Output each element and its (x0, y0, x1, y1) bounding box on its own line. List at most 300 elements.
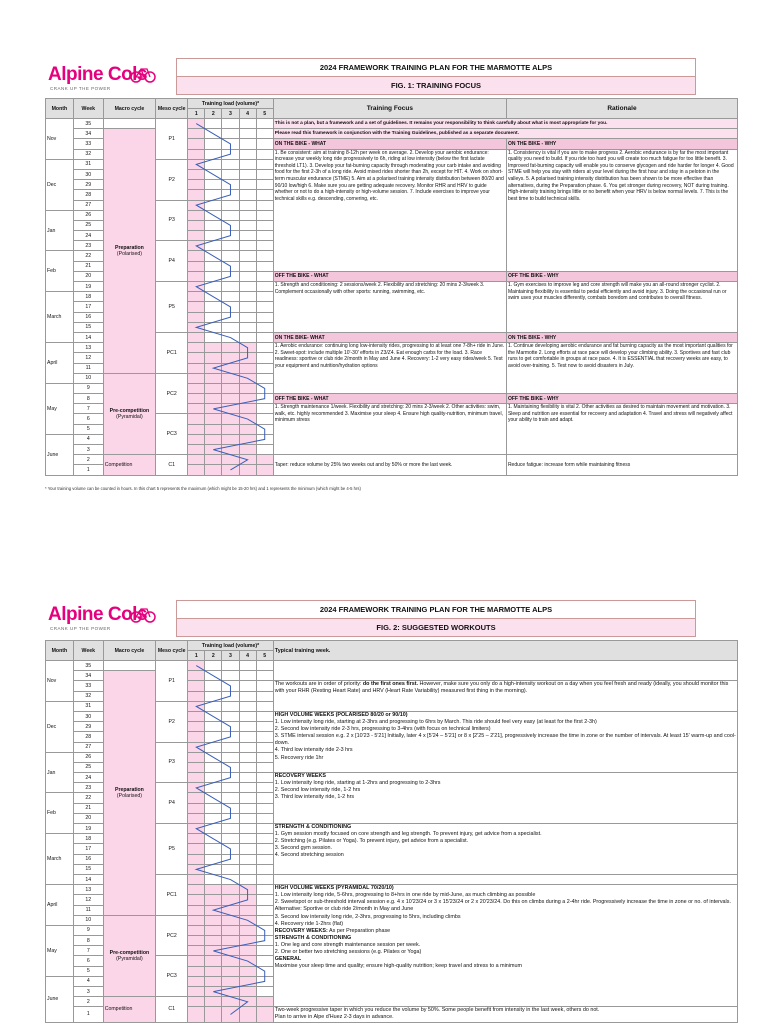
load-cell (222, 803, 239, 813)
week-cell: 24 (73, 773, 103, 783)
precomp-block (273, 885, 737, 1007)
week-cell: 26 (73, 210, 103, 220)
load-cell (239, 854, 256, 864)
load-cell (205, 424, 222, 434)
week-cell: 24 (73, 231, 103, 241)
load-cell (222, 711, 239, 721)
load-cell (222, 946, 239, 956)
week-cell: 12 (73, 895, 103, 905)
month-cell: Jan (46, 210, 74, 251)
load-cell (256, 231, 273, 241)
load-cell (222, 793, 239, 803)
meso-cell: P3 (156, 742, 188, 783)
load-cell (222, 915, 239, 925)
macro-precompetition (103, 915, 155, 997)
typical-week-header: Typical training week. (273, 641, 737, 661)
week-cell: 2 (73, 997, 103, 1007)
sec4-what: OFF THE BIKE - WHAT (273, 394, 506, 404)
load-cell (188, 711, 205, 721)
load-cell (188, 1007, 205, 1022)
load-cell (188, 661, 205, 671)
load-cell (239, 292, 256, 302)
month-cell: June (46, 434, 74, 475)
sec2-what: OFF THE BIKE - WHAT (273, 271, 506, 281)
load-cell (256, 915, 273, 925)
load-cell (222, 445, 239, 455)
load-cell (188, 343, 205, 353)
load-cell (256, 762, 273, 772)
load-cell (222, 312, 239, 322)
load-cell (256, 373, 273, 383)
macro-cell (103, 661, 155, 671)
col-load: Training load (volume)* (188, 641, 274, 651)
load-cell (256, 322, 273, 332)
load-cell (222, 149, 239, 159)
week-cell: 30 (73, 169, 103, 179)
load-cell (205, 783, 222, 793)
load-cell (188, 414, 205, 424)
sec4-rationale: 1. Maintaining flexibility is vital 2. Other activities as desired to maintain movement and motivation. 3. Sleep and nutrition are essential for recovery and adaptation 4. Travel and stress will negatively affect your ability to train and adapt. (506, 404, 737, 455)
load-cell (205, 834, 222, 844)
load-cell (205, 742, 222, 752)
load-cell (188, 251, 205, 261)
fig1-subtitle: FIG. 1: TRAINING FOCUS (391, 81, 481, 90)
load-cell (239, 373, 256, 383)
meso-cell: PC3 (156, 956, 188, 997)
load-cell (256, 966, 273, 976)
month-cell: Nov (46, 661, 74, 702)
meso-cell: P4 (156, 783, 188, 824)
load-col-4: 4 (239, 651, 256, 661)
load-cell (205, 824, 222, 834)
load-cell (222, 874, 239, 884)
load-cell (205, 180, 222, 190)
load-cell (188, 332, 205, 342)
load-cell (222, 844, 239, 854)
load-cell (188, 936, 205, 946)
load-cell (188, 404, 205, 414)
load-cell (239, 363, 256, 373)
week-cell: 6 (73, 956, 103, 966)
load-cell (239, 159, 256, 169)
load-cell (222, 159, 239, 169)
load-cell (256, 363, 273, 373)
load-cell (239, 394, 256, 404)
gen-body: Maximise your sleep time and quality; ensure high-quality nutrition; keep travel and stress to a minimum (274, 963, 522, 970)
load-cell (256, 905, 273, 915)
meso-cell: PC1 (156, 874, 188, 915)
macro-competition: Competition (103, 455, 155, 475)
load-cell (256, 271, 273, 281)
load-cell (256, 424, 273, 434)
load-cell (239, 445, 256, 455)
load-cell (188, 732, 205, 742)
load-cell (256, 752, 273, 762)
load-cell (256, 987, 273, 997)
week-cell: 35 (73, 661, 103, 671)
week-cell: 13 (73, 885, 103, 895)
load-cell (256, 292, 273, 302)
month-cell: Nov (46, 119, 74, 160)
load-cell (239, 129, 256, 139)
load-cell (239, 864, 256, 874)
load-cell (188, 445, 205, 455)
week-cell: 22 (73, 793, 103, 803)
load-cell (188, 854, 205, 864)
fig1-title-box (176, 58, 696, 95)
load-cell (205, 661, 222, 671)
load-cell (256, 864, 273, 874)
week-cell: 21 (73, 261, 103, 271)
load-cell (205, 231, 222, 241)
load-cell (222, 241, 239, 251)
load-cell (205, 455, 222, 465)
load-cell (239, 803, 256, 813)
week-cell: 29 (73, 180, 103, 190)
load-cell (205, 793, 222, 803)
month-cell: May (46, 925, 74, 976)
macro-pre-sub: (Pyramidal) (116, 413, 143, 420)
load-cell (188, 322, 205, 332)
load-cell (256, 895, 273, 905)
load-cell (188, 302, 205, 312)
col-load: Training load (volume)* (188, 99, 274, 109)
load-cell (256, 169, 273, 179)
week-cell: 10 (73, 373, 103, 383)
load-cell (222, 864, 239, 874)
load-col-5: 5 (256, 651, 273, 661)
load-cell (222, 139, 239, 149)
month-cell: Feb (46, 793, 74, 834)
load-cell (239, 169, 256, 179)
week-cell: 34 (73, 129, 103, 139)
week-cell: 27 (73, 742, 103, 752)
brand-tagline: CRANK UP THE POWER (50, 86, 111, 91)
week-cell: 28 (73, 190, 103, 200)
week-cell: 14 (73, 332, 103, 342)
hv-body: 1. Low intensity long ride, starting at 2-3hrs and progressing to 6hrs by March. This ride should feel very easy (at least for the first 2-3h) 2. Second low intensity ride 2-3 hrs, progressing to 3-4hrs (with focus on technical limiters) 3. STME interval session e.g. 2 x [10'23 - 5'21] Initially, later 4 x [5'24 – 5'21] or 8 x [2'25 – 2'21], progressively increase the time in zone or the number of intervals. At least 15' warm-up and cool-down. 4. Third low intensity ride 2-3 hrs 5. Recovery ride 1hr (274, 719, 736, 761)
load-cell (239, 210, 256, 220)
load-cell (239, 834, 256, 844)
load-cell (222, 343, 239, 353)
load-cell (205, 373, 222, 383)
fig1-footnote: * Your training volume can be counted in hours. In this chart 5 represents the maximum (which might be 15-20 hrs) and 1 represents the minimum (which might be 4-5 hrs) (45, 486, 361, 491)
load-cell (239, 691, 256, 701)
bicycle-icon (130, 604, 156, 624)
load-cell (222, 966, 239, 976)
load-cell (256, 803, 273, 813)
load-cell (239, 241, 256, 251)
load-cell (222, 773, 239, 783)
load-cell (222, 169, 239, 179)
load-cell (205, 925, 222, 935)
week-cell: 1 (73, 1007, 103, 1022)
load-cell (222, 282, 239, 292)
week-cell: 12 (73, 353, 103, 363)
load-cell (256, 445, 273, 455)
load-cell (222, 701, 239, 711)
load-cell (222, 394, 239, 404)
load-cell (239, 895, 256, 905)
load-cell (239, 251, 256, 261)
week-cell: 4 (73, 976, 103, 986)
meso-cell: P4 (156, 241, 188, 282)
macro-cell (103, 119, 155, 129)
brand-name-part1: Alpine (48, 64, 104, 85)
col-focus: Training Focus (273, 99, 506, 119)
load-cell (222, 363, 239, 373)
load-cell (188, 773, 205, 783)
week-cell: 3 (73, 445, 103, 455)
taper-block (273, 1007, 737, 1022)
week-cell: 8 (73, 394, 103, 404)
load-col-4: 4 (239, 109, 256, 119)
load-cell (205, 762, 222, 772)
month-cell: May (46, 383, 74, 434)
load-cell (256, 742, 273, 752)
load-cell (239, 732, 256, 742)
meso-cell: P1 (156, 119, 188, 160)
load-cell (222, 722, 239, 732)
load-cell (188, 691, 205, 701)
month-cell: Dec (46, 701, 74, 752)
week-cell: 18 (73, 834, 103, 844)
load-cell (188, 895, 205, 905)
load-cell (188, 915, 205, 925)
table-row (46, 129, 738, 139)
load-cell (222, 302, 239, 312)
brand-logo-2 (48, 604, 178, 638)
load-cell (256, 159, 273, 169)
load-cell (205, 282, 222, 292)
week-cell: 6 (73, 414, 103, 424)
load-cell (222, 752, 239, 762)
week-cell: 23 (73, 783, 103, 793)
fig2-title-box (176, 600, 696, 637)
priority-text-2: However, make sure you only do a high-intensity workout on a day when you feel fresh and ready (ideally, you should monitor this with your RHR (Resting Heart Rate) and HRV (Heart Rate Variability) measured first thing in the morning). (274, 681, 729, 695)
sec2-rationale: 1. Gym exercises to improve leg and core strength will make you an all-round stronger cyclist. 2. Maintaining flexibility is essential to pedal efficiently and avoid injury. 3. Doing the occasional run or swim uses your muscles differently, combats boredom and contributes to overall fitness. (506, 282, 737, 333)
brand-tagline: CRANK UP THE POWER (50, 626, 111, 631)
load-col-3: 3 (222, 651, 239, 661)
load-cell (256, 465, 273, 475)
load-cell (239, 844, 256, 854)
week-cell: 5 (73, 966, 103, 976)
macro-prep-label: Preparation (115, 244, 144, 251)
col-meso: Meso cycle (156, 99, 188, 119)
load-col-1: 1 (188, 651, 205, 661)
week-cell: 28 (73, 732, 103, 742)
load-cell (239, 946, 256, 956)
load-cell (222, 905, 239, 915)
sec3-rationale: 1. Continue developing aerobic endurance and fat burning capacity as the most important qualities for the Marmotte 2. Long efforts at race pace will develop your climbing ability. 3. Sportives and fast club runs to get comfortable in groups at race pace. 4. It is ESSENTIAL that recovery weeks are easy, to avoid over-training. 5. Test now to avoid disasters in July. (506, 343, 737, 394)
week-cell: 2 (73, 455, 103, 465)
load-cell (222, 762, 239, 772)
table-row (46, 661, 738, 671)
load-cell (188, 190, 205, 200)
load-cell (256, 976, 273, 986)
load-cell (205, 445, 222, 455)
load-cell (222, 783, 239, 793)
load-cell (256, 241, 273, 251)
load-cell (256, 1007, 273, 1022)
load-cell (239, 119, 256, 129)
load-cell (222, 824, 239, 834)
load-cell (188, 149, 205, 159)
load-cell (239, 997, 256, 1007)
load-cell (205, 343, 222, 353)
week-cell: 11 (73, 905, 103, 915)
load-cell (188, 220, 205, 230)
load-cell (239, 824, 256, 834)
load-cell (188, 119, 205, 129)
meso-cell: P5 (156, 282, 188, 333)
load-cell (205, 434, 222, 444)
sc-body: 1. Gym session mostly focused on core strength and leg strength. To prevent injury, get advice from a specialist. 2. Stretching (e.g. Pilates or Yoga). To prevent injury, get advice from a specialist. 3. Second gym session. 4. Second stretching session (274, 831, 542, 859)
load-cell (222, 353, 239, 363)
load-cell (256, 129, 273, 139)
load-cell (205, 946, 222, 956)
load-cell (222, 373, 239, 383)
load-cell (239, 149, 256, 159)
load-cell (222, 292, 239, 302)
week-cell: 8 (73, 936, 103, 946)
load-cell (205, 190, 222, 200)
load-cell (188, 465, 205, 475)
load-cell (188, 383, 205, 393)
strength-block (273, 824, 737, 875)
month-cell: Feb (46, 251, 74, 292)
load-cell (205, 220, 222, 230)
load-cell (256, 210, 273, 220)
load-cell (188, 722, 205, 732)
load-cell (205, 966, 222, 976)
sec1-focus: 1. Be consistent: aim at training 8-12h per week on average. 2. Develop your aerobic endurance: increase your weekly long ride progressively to 6h, riding at low intensity (below the first lactate threshold LT1). 3. Develop your fat-burning capacity through moderating your carb intake and avoiding food for the first 2-3h of a long ride. Avoid mixed rides shorter than 2h, except for HIT. 4. Work on short-term muscular endurance (STME) 5. Aim at a polarised training intensity distribution between 80/20 and 90/10 low/high 6. Make sure you are getting adequate recovery. Monitor RHR and HRV to guide whether or not to do a high-intensity or high-volume session. 7. Include exercises to improve your technical skills e.g. descending, cornering, etc. (273, 149, 506, 271)
load-cell (188, 742, 205, 752)
week-cell: 16 (73, 854, 103, 864)
load-cell (239, 180, 256, 190)
load-cell (205, 885, 222, 895)
load-col-1: 1 (188, 109, 205, 119)
load-col-3: 3 (222, 109, 239, 119)
load-cell (222, 671, 239, 681)
meso-cell: C1 (156, 997, 188, 1022)
load-cell (239, 711, 256, 721)
macro-competition: Competition (103, 997, 155, 1022)
meso-cell: P2 (156, 701, 188, 742)
load-cell (222, 661, 239, 671)
week-cell: 18 (73, 292, 103, 302)
priority-note (273, 681, 737, 712)
sec4-why: OFF THE BIKE - WHY (506, 394, 737, 404)
load-cell (188, 925, 205, 935)
load-cell (188, 241, 205, 251)
load-cell (256, 783, 273, 793)
load-cell (188, 701, 205, 711)
load-cell (239, 762, 256, 772)
load-cell (188, 394, 205, 404)
week-cell: 20 (73, 813, 103, 823)
load-cell (205, 129, 222, 139)
meso-cell: PC2 (156, 373, 188, 414)
load-cell (239, 282, 256, 292)
pyr-heading: HIGH VOLUME WEEKS (PYRAMIDAL 70/20/10) (274, 885, 394, 892)
load-cell (205, 149, 222, 159)
month-cell: March (46, 292, 74, 343)
week-cell: 5 (73, 424, 103, 434)
load-cell (239, 353, 256, 363)
load-cell (188, 282, 205, 292)
load-cell (188, 793, 205, 803)
load-cell (222, 834, 239, 844)
load-cell (205, 139, 222, 149)
load-cell (222, 732, 239, 742)
load-cell (222, 681, 239, 691)
recovery-block (273, 773, 737, 824)
load-cell (239, 681, 256, 691)
load-cell (256, 671, 273, 681)
load-cell (205, 292, 222, 302)
load-cell (239, 966, 256, 976)
load-cell (256, 119, 273, 129)
sec3-focus: 1. Aerobic endurance: continuing long low-intensity rides, progressing to at least one 7-8h+ ride in June. 2. Sweet-spot: include multiple 10'-30' efforts in Z3/Z4. Eat enough carbs for the load. 3. Race readiness: sportive or club ride 2/month in May and June 4. Recovery: 1-2 very easy rides/week 5. Test your equipment and nutrition/hydration options (273, 343, 506, 394)
load-cell (239, 414, 256, 424)
taper-rationale: Reduce fatigue: increase form while maintaining fitness (506, 455, 737, 475)
week-cell: 11 (73, 363, 103, 373)
load-cell (222, 813, 239, 823)
load-cell (239, 424, 256, 434)
load-cell (239, 661, 256, 671)
high-volume-block (273, 711, 737, 772)
load-cell (239, 220, 256, 230)
load-cell (205, 200, 222, 210)
load-cell (188, 681, 205, 691)
load-cell (205, 261, 222, 271)
load-cell (256, 312, 273, 322)
load-cell (239, 1007, 256, 1022)
load-cell (222, 997, 239, 1007)
load-cell (239, 885, 256, 895)
load-cell (239, 976, 256, 986)
load-cell (256, 282, 273, 292)
load-cell (256, 353, 273, 363)
load-cell (256, 434, 273, 444)
load-cell (239, 139, 256, 149)
col-month: Month (46, 641, 74, 661)
load-cell (188, 956, 205, 966)
month-cell: June (46, 976, 74, 1022)
load-cell (205, 997, 222, 1007)
meso-cell: PC2 (156, 915, 188, 956)
load-cell (205, 465, 222, 475)
load-cell (256, 946, 273, 956)
brand-name-part2: Cols (107, 64, 148, 85)
load-cell (222, 180, 239, 190)
load-cell (239, 915, 256, 925)
load-cell (222, 271, 239, 281)
load-cell (188, 762, 205, 772)
load-cell (239, 434, 256, 444)
week-cell: 22 (73, 251, 103, 261)
load-cell (188, 455, 205, 465)
col-macro: Macro cycle (103, 99, 155, 119)
load-cell (239, 813, 256, 823)
load-cell (205, 976, 222, 986)
week-cell: 14 (73, 874, 103, 884)
load-cell (239, 722, 256, 732)
load-cell (205, 241, 222, 251)
load-cell (205, 404, 222, 414)
week-cell: 7 (73, 404, 103, 414)
